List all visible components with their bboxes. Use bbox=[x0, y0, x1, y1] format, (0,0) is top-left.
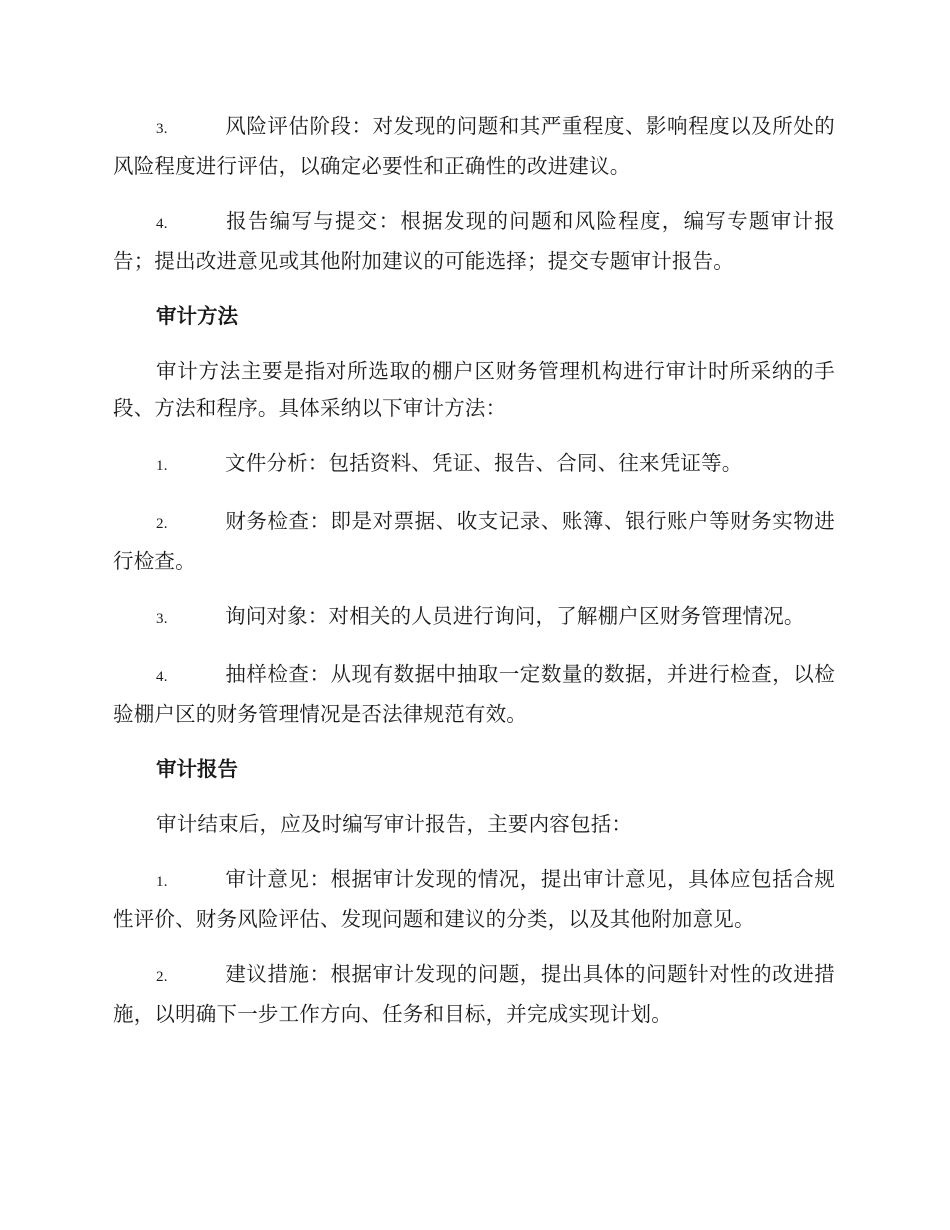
list-text: 文件分析：包括资料、凭证、报告、合同、往来凭证等。 bbox=[225, 451, 743, 475]
document-page bbox=[113, 108, 835, 1051]
list-number: 2. bbox=[156, 969, 168, 985]
list-item bbox=[113, 861, 835, 938]
list-item bbox=[113, 203, 835, 280]
list-text: 报告编写与提交：根据发现的问题和风险程度，编写专题审计报告；提出改进意见或其他附加建议的可能选择；提交专题审计报告。 bbox=[113, 209, 835, 273]
list-item bbox=[113, 598, 835, 638]
list-item bbox=[113, 108, 835, 185]
list-number: 2. bbox=[156, 516, 168, 532]
list-number: 1. bbox=[156, 458, 168, 474]
list-number: 3. bbox=[156, 121, 168, 137]
list-number: 4. bbox=[156, 669, 168, 685]
list-item bbox=[113, 445, 835, 485]
methods-intro: 审计方法主要是指对所选取的棚户区财务管理机构进行审计时所采纳的手段、方法和程序。具体采纳以下审计方法： bbox=[113, 359, 835, 420]
list-number: 1. bbox=[156, 874, 168, 890]
list-item bbox=[113, 956, 835, 1033]
list-number: 3. bbox=[156, 611, 168, 627]
section-heading-report: 审计报告 bbox=[156, 757, 238, 781]
list-text: 财务检查：即是对票据、收支记录、账簿、银行账户等财务实物进行检查。 bbox=[113, 509, 835, 573]
list-text: 审计意见：根据审计发现的情况，提出审计意见，具体应包括合规性评价、财务风险评估、发现问题和建议的分类，以及其他附加意见。 bbox=[113, 867, 835, 931]
report-intro: 审计结束后，应及时编写审计报告，主要内容包括： bbox=[156, 812, 633, 836]
section-heading-methods: 审计方法 bbox=[156, 304, 238, 328]
list-item bbox=[113, 656, 835, 733]
list-text: 建议措施：根据审计发现的问题，提出具体的问题针对性的改进措施，以明确下一步工作方向、任务和目标，并完成实现计划。 bbox=[113, 962, 835, 1026]
list-item bbox=[113, 503, 835, 580]
list-number: 4. bbox=[156, 216, 168, 232]
list-text: 风险评估阶段：对发现的问题和其严重程度、影响程度以及所处的风险程度进行评估，以确定必要性和正确性的改进建议。 bbox=[113, 114, 835, 178]
list-text: 抽样检查：从现有数据中抽取一定数量的数据，并进行检查，以检验棚户区的财务管理情况是否法律规范有效。 bbox=[113, 662, 835, 726]
list-text: 询问对象：对相关的人员进行询问，了解棚户区财务管理情况。 bbox=[225, 604, 805, 628]
